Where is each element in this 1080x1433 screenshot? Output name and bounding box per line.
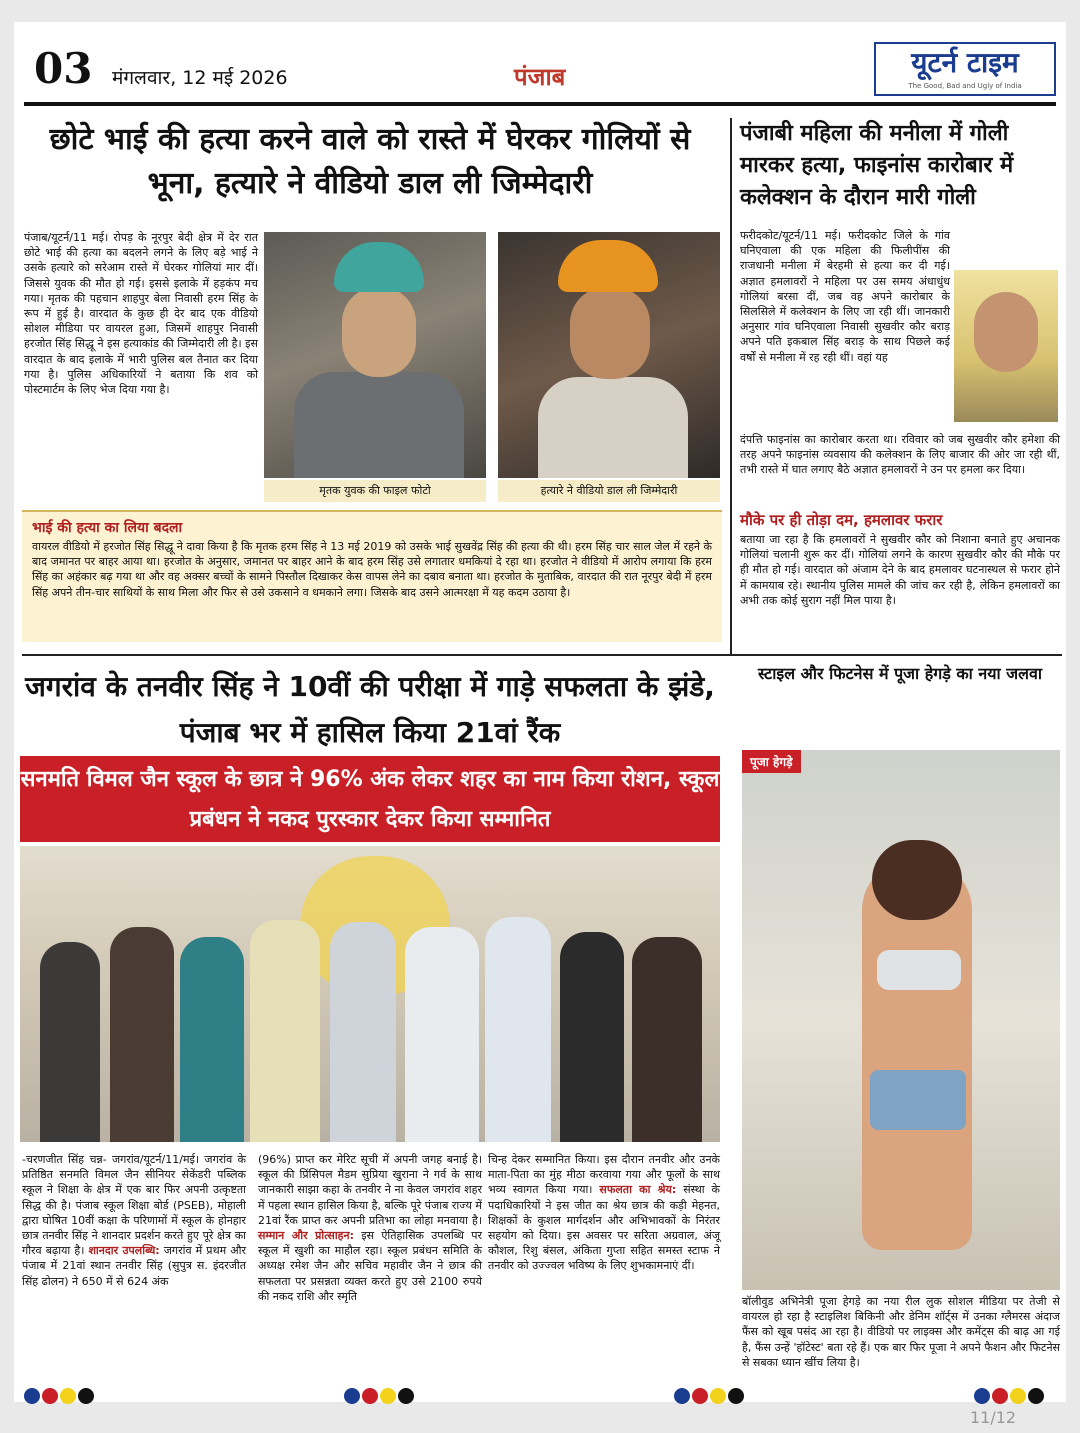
- color-register-dots: [974, 1388, 1046, 1406]
- story2-body-cont: दंपत्ति फाइनांस का कारोबार करता था। रविवार को जब सुखवीर कौर हमेशा की तरह अपने फाइनांस व्यवसाय की कलेक्शन के लिए बाजार की ओर जा रही थीं, तभी रास्ते में घात लगाए बैठे अज्ञात हमलावरों ने उन पर हमला कर दिया।: [740, 433, 1060, 477]
- color-register-dots: [24, 1388, 96, 1406]
- logo-text: यूटर्न टाइम: [911, 46, 1019, 79]
- story2-body2: बताया जा रहा है कि हमलावरों ने सुखवीर कौर को निशाना बनाते हुए अचानक गोलियां चलानी शुरू कर दीं। गोलियां लगने के कारण सुखवीर कौर की मौके पर ही मौत हो गई। वारदात को अंजाम देने के बाद हमलावर घटनास्थल से फरार होने में कामयाब रहे। स्थानीय पुलिस मामले की जांच कर रही है, लेकिन हमलावरों का अभी तक कोई सुराग नहीं मिल पाया है।: [740, 533, 1060, 607]
- story1-body: पंजाब/यूटर्न/11 मई। रोपड़ के नूरपुर बेदी क्षेत्र में देर रात छोटे भाई की हत्या का बदलने लगने के लिए बड़े भाई ने उसके हत्यारे को सरेआम रास्ते में घेरकर गोलियां मार दीं। जिससे युवक की मौत हो गई। इससे इलाके में हड़कंप मच गया। मृतक की पहचान शाहपुर बेला निवासी हरम सिंह के रूप में हुई है। वारदात के कुछ ही देर बाद एक वीडियो सोशल मीडिया पर वायरल हुआ, जिसमें शाहपुर निवासी हरजोत सिंह सिद्धू ने इस हत्याकांड की जिम्मेदारी ली है। इस वारदात के बाद इलाके में भारी पुलिस बल तैनात कर दिया गया है। पुलिस अधिकारियों ने बताया कि शव को पोस्टमार्टम के लिए भेज दिया गया है।: [24, 231, 258, 397]
- color-register-dots: [344, 1388, 416, 1406]
- story3-column-2: (96%) प्राप्त कर मेरिट सूची में अपनी जगह बनाई है। स्कूल की प्रिंसिपल मैडम सुप्रिया खुराना ने गर्व के साथ जानकारी साझा कहा के तनवीर ने ना केवल जगरांव शहर में पहला स्थान हासिल किया है, बल्कि पूरे पंजाब राज्य में 21वां रैंक प्राप्त कर अपनी प्रतिभा का लोहा मनवाया है। सम्मान और प्रोत्साहन: इस ऐतिहासिक उपलब्धि पर स्कूल में खुशी का माहौल रहा। स्कूल प्रबंधन समिति के अध्यक्ष रमेश जैन और सचिव महावीर जैन ने छात्र की सफलता पर प्रसन्नता व्यक्त करते हुए उसे 2100 रुपये की नकद राशि और स्मृति: [258, 1153, 482, 1303]
- story3-inline-subhead: सफलता का श्रेय:: [599, 1183, 677, 1197]
- masthead: [24, 34, 1056, 106]
- column-divider: [730, 118, 732, 656]
- story2-subhead: मौके पर ही तोड़ा दम, हमलावर फरार: [740, 511, 943, 529]
- story3-headline: जगरांव के तनवीर सिंह ने 10वीं की परीक्षा में गाड़े सफलता के झंडे, पंजाब भर में हासिल किया 21वां रैंक: [25, 670, 715, 749]
- story3-inline-subhead: सम्मान और प्रोत्साहन:: [258, 1229, 355, 1243]
- section-title: पंजाब: [514, 63, 566, 91]
- victim-photo: [264, 232, 486, 478]
- story2-body: फरीदकोट/यूटर्न/11 मई। फरीदकोट जिले के गांव घनिएवाला की एक महिला की फिलीपींस की राजधानी मनीला में बेरहमी से हत्या कर दी गई। अज्ञात हमलावरों ने महिला पर उस समय अंधाधुंध गोलियां बरसा दीं, जब वह अपने कारोबार के सिलसिले में कलेक्शन के लिए जा रही थीं। जानकारी अनुसार गांव घनिएवाला निवासी सुखवीर कौर बराड़ अपने पति इकबाल सिंह बराड़ के साथ पिछले कई वर्षों से मनीला में रह रही थीं। वहां यह: [740, 229, 950, 364]
- story1-headline: छोटे भाई की हत्या करने वाले को रास्ते में घेरकर गोलियों से भूना, हत्यारे ने वीडियो डाल ली जिम्मेदारी: [49, 122, 691, 201]
- logo-tagline: The Good, Bad and Ugly of India: [908, 82, 1022, 90]
- story4-headline: स्टाइल और फिटनेस में पूजा हेगड़े का नया जलवा: [757, 664, 1043, 683]
- color-register-dots: [674, 1388, 746, 1406]
- photo-caption: मृतक युवक की फाइल फोटो: [264, 480, 486, 502]
- section-divider: [22, 654, 1062, 656]
- story3-inline-subhead: शानदार उपलब्धि:: [88, 1244, 160, 1258]
- actress-photo: [742, 750, 1060, 1290]
- school-felicitation-photo: [20, 846, 720, 1142]
- victim-woman-photo: [954, 270, 1058, 422]
- story3-column-1: -चरणजीत सिंह चन्न- जगरांव/यूटर्न/11/मई। जगरांव के प्रतिष्ठित सनमति विमल जैन सीनियर सेकेंडरी पब्लिक स्कूल ने शिक्षा के क्षेत्र में एक बार फिर अपनी उत्कृष्टता सिद्ध की है। पंजाब स्कूल शिक्षा बोर्ड (PSEB), मोहाली द्वारा घोषित 10वीं कक्षा के परिणामों में स्कूल के होनहार छात्र तनवीर सिंह ने शानदार प्रदर्शन करते हुए पूरे क्षेत्र का गौरव बढ़ाया है। शानदार उपलब्धि: जगरांव में प्रथम और पंजाब में 21वां स्थान तनवीर सिंह (सुपुत्र स. इंदरजीत सिंह ढोलन) ने 650 में से 624 अंक: [22, 1153, 246, 1288]
- page-indicator: 11/12: [970, 1408, 1017, 1427]
- issue-date: मंगलवार, 12 मई 2026: [112, 67, 288, 89]
- page-number: 03: [34, 44, 93, 93]
- newspaper-logo: [874, 42, 1056, 96]
- newspaper-page: [14, 22, 1066, 1402]
- photo-caption: हत्यारे ने वीडियो डाल ली जिम्मेदारी: [498, 480, 720, 502]
- story4-caption: बॉलीवुड अभिनेत्री पूजा हेगड़े का नया रील लुक सोशल मीडिया पर तेजी से वायरल हो रहा है स्टाइलिश बिकिनी और डेनिम शॉर्ट्स में उनका ग्लैमरस अंदाज फैंस को खूब पसंद आ रहा है। वीडियो पर लाइक्स और कमेंट्स की बाढ़ आ गई है, फैंस उन्हें 'हॉटेस्ट' बता रहे हैं। एक बार फिर पूजा ने अपने फैशन और फिटनेस से सबका ध्यान खींच लिया है।: [742, 1295, 1060, 1369]
- box-body: वायरल वीडियो में हरजोत सिंह सिद्धू ने दावा किया है कि मृतक हरम सिंह ने 13 मई 2019 को उसके भाई सुखवेंद्र सिंह की हत्या की थी। हरम सिंह चार साल जेल में रहने के बाद जमानत पर बाहर आया था। हरजोत के अनुसार, जमानत पर बाहर आने के बाद हरम सिंह उसे लगातार धमकियां दे रहा था। हरजोत ने वीडियो में आरोप लगाया कि हरम सिंह का अहंकार बढ़ गया था और वह अक्सर बच्चों के सामने पिस्तौल दिखाकर केस वापस लेने का दबाव बनाता था। हरजोत के मुताबिक, वारदात की रात नूरपुर बेदी में हरम सिंह अपने तीन-चार साथियों के साथ मिला और फिर से उसे उकसाने व धमकाने लगा। जिसके बाद उसने आत्मरक्षा में यह कदम उठाया है।: [32, 540, 712, 599]
- story1-sidebar-box: [22, 510, 722, 642]
- accused-photo: [498, 232, 720, 478]
- story3-subheadline-band: सनमति विमल जैन स्कूल के छात्र ने 96% अंक लेकर शहर का नाम किया रोशन, स्कूल प्रबंधन ने नकद पुरस्कार देकर किया सम्मानित: [20, 756, 720, 842]
- box-title: भाई की हत्या का लिया बदला: [32, 520, 183, 536]
- photo-tag: पूजा हेगड़े: [742, 750, 801, 773]
- story2-headline: पंजाबी महिला की मनीला में गोली मारकर हत्या, फाइनांस कारोबार में कलेक्शन के दौरान मारी गोली: [740, 121, 1014, 210]
- story3-column-3: चिन्ह देकर सम्मानित किया। इस दौरान तनवीर और उनके माता-पिता का मुंह मीठा करवाया गया और फूलों के साथ भव्य स्वागत किया गया। सफलता का श्रेय: संस्था के पदाधिकारियों ने इस जीत का श्रेय छात्र की कड़ी मेहनत, शिक्षकों के कुशल मार्गदर्शन और अभिभावकों के निरंतर सहयोग को दिया। इस अवसर पर सरिता अग्रवाल, अंजू कौशल, रिशु बंसल, अंकिता गुप्ता सहित समस्त स्टाफ ने तनवीर को उज्ज्वल भविष्य के लिए शुभकामनाएं दीं।: [488, 1153, 720, 1273]
